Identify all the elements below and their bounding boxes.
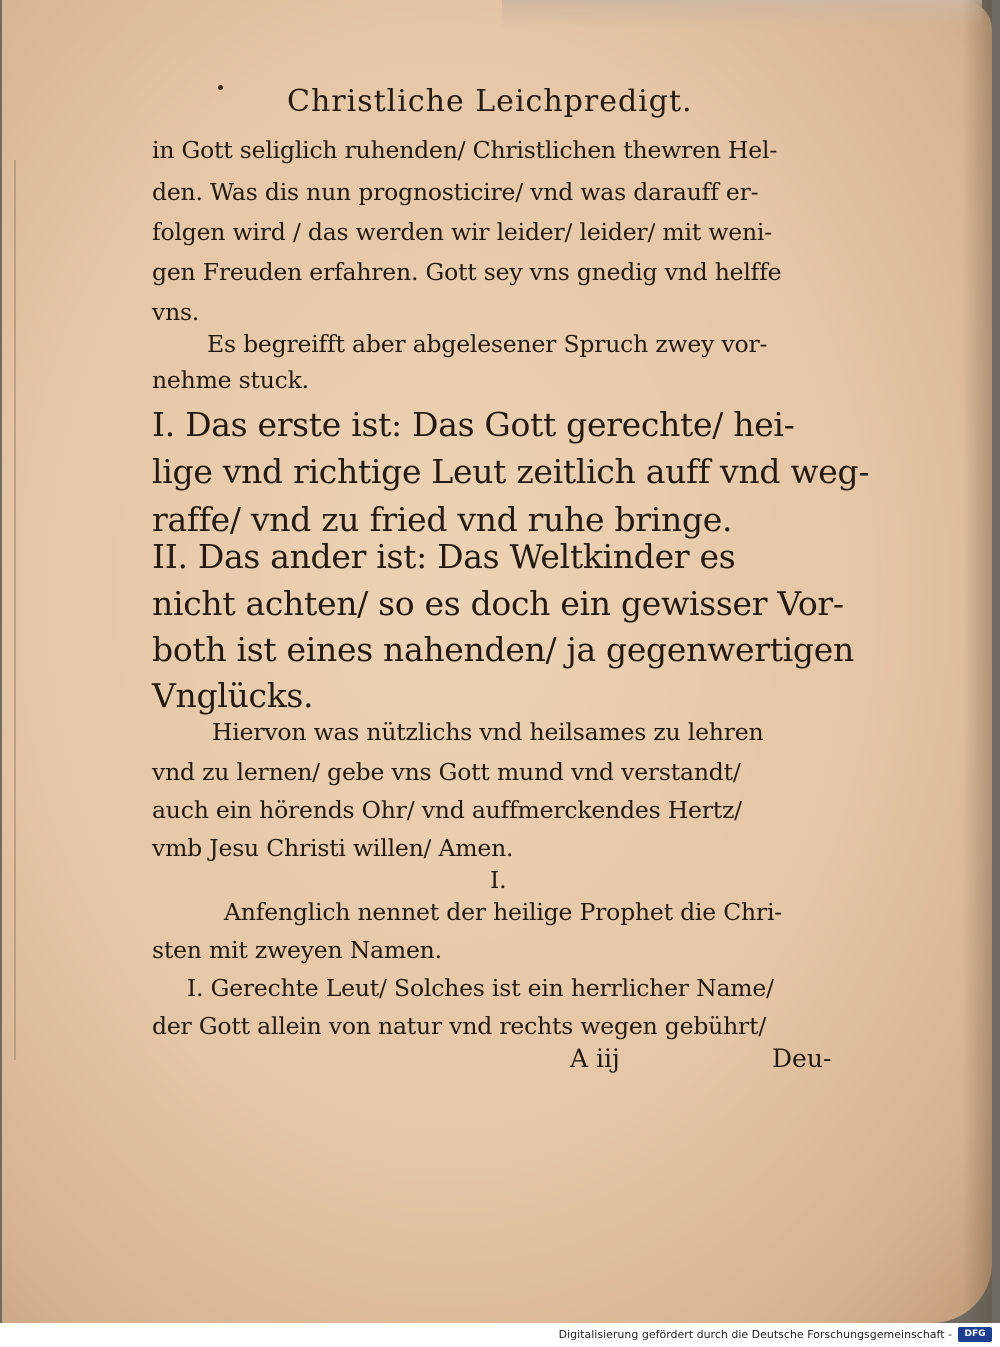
text-line: vns. — [152, 298, 200, 326]
text-line: vmb Jesu Christi willen/ Amen. — [152, 834, 514, 862]
dfg-logo: DFG — [958, 1327, 992, 1342]
text-line: I. Gerechte Leut/ Solches ist ein herrlicher Name/ — [187, 974, 774, 1002]
text-line: folgen wird / das werden wir leider/ leider/ mit weni- — [152, 218, 772, 246]
text-line-large: I. Das erste ist: Das Gott gerechte/ hei- — [152, 405, 795, 444]
text-line: nehme stuck. — [152, 366, 309, 394]
text-line: gen Freuden erfahren. Gott sey vns gnedig vnd helffe — [152, 258, 782, 286]
text-line-large: Vnglücks. — [152, 676, 314, 715]
text-line-large: lige vnd richtige Leut zeitlich auff vnd weg- — [152, 452, 870, 491]
section-numeral: I. — [490, 866, 507, 894]
text-line: Hiervon was nützlichs vnd heilsames zu lehren — [212, 718, 764, 746]
text-line: Anfenglich nennet der heilige Prophet die Chri- — [224, 898, 783, 926]
text-line: Es begreifft aber abgelesener Spruch zwey vor- — [207, 330, 768, 358]
text-line-large: nicht achten/ so es doch ein gewisser Vor- — [152, 584, 844, 623]
text-line: in Gott seliglich ruhenden/ Christlichen thewren Hel- — [152, 136, 778, 164]
funding-credit: Digitalisierung gefördert durch die Deutsche Forschungsgemeinschaft - — [558, 1328, 952, 1341]
running-head: Christliche Leichpredigt. — [287, 84, 693, 119]
catchword: Deu- — [772, 1044, 832, 1073]
text-line-large: II. Das ander ist: Das Weltkinder es — [152, 537, 736, 576]
text-line-large: both ist eines nahenden/ ja gegenwertigen — [152, 630, 854, 669]
ornament-dot — [218, 85, 223, 90]
footer-bar — [0, 1323, 1000, 1347]
text-line: sten mit zweyen Namen. — [152, 936, 442, 964]
page-text — [2, 0, 992, 1323]
text-line: der Gott allein von natur vnd rechts wegen gebührt/ — [152, 1012, 767, 1040]
signature-mark: A iij — [570, 1044, 620, 1073]
text-line: den. Was dis nun prognosticire/ vnd was darauff er- — [152, 178, 759, 206]
text-line: auch ein hörends Ohr/ vnd auffmerckendes Hertz/ — [152, 796, 742, 824]
text-line-large: raffe/ vnd zu fried vnd ruhe bringe. — [152, 500, 733, 539]
text-line: vnd zu lernen/ gebe vns Gott mund vnd verstandt/ — [152, 758, 741, 786]
paper-page — [2, 0, 992, 1323]
